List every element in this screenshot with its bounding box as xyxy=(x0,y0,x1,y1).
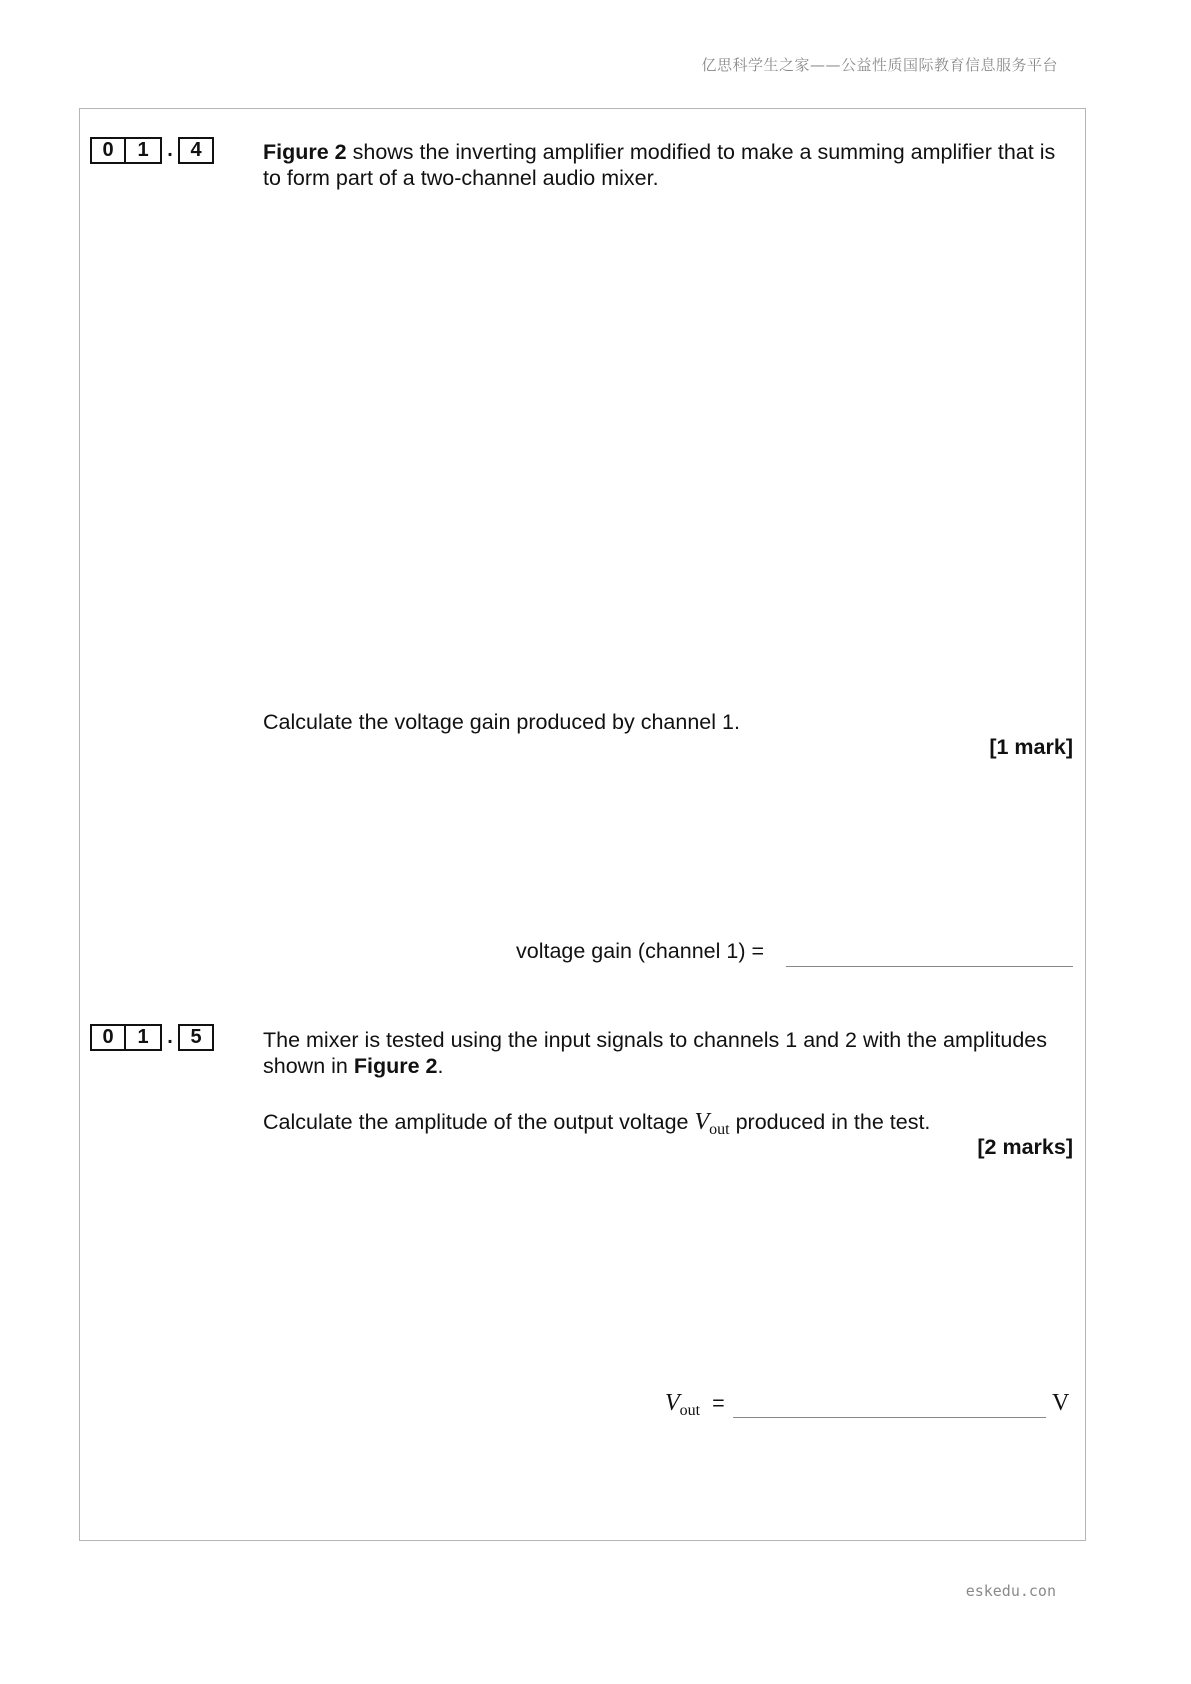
vout-symbol: V xyxy=(665,1390,680,1416)
q015-marks: [2 marks] xyxy=(977,1135,1073,1159)
question-number-digit: 1 xyxy=(126,137,162,164)
footer-site: eskedu.con xyxy=(965,1582,1056,1600)
question-number-01-4 xyxy=(90,137,214,164)
question-number-digit: 5 xyxy=(178,1024,214,1051)
header-watermark: 亿思科学生之家——公益性质国际教育信息服务平台 xyxy=(701,56,1058,74)
q015-instruction-text-end: produced in the test. xyxy=(729,1110,931,1134)
vout-subscript: out xyxy=(679,1402,701,1419)
q015-intro xyxy=(263,1027,1073,1079)
question-number-digit: 4 xyxy=(178,137,214,164)
figure-reference: Figure 2 xyxy=(263,140,347,164)
q015-instruction xyxy=(263,1109,1073,1143)
q014-answer-line[interactable] xyxy=(786,966,1073,967)
q014-instruction: Calculate the voltage gain produced by channel 1. xyxy=(263,710,740,734)
q015-instruction-text: Calculate the amplitude of the output voltage xyxy=(263,1110,695,1134)
question-number-digit: 1 xyxy=(126,1024,162,1051)
q015-answer-label xyxy=(665,1390,725,1424)
q015-intro-end: . xyxy=(437,1054,444,1078)
q014-intro xyxy=(263,139,1073,191)
question-number-digit: 0 xyxy=(90,137,126,164)
vout-symbol: V xyxy=(694,1109,710,1135)
question-number-dot: . xyxy=(167,1026,173,1048)
q014-marks: [1 mark] xyxy=(989,735,1073,759)
question-number-01-5 xyxy=(90,1024,214,1051)
vout-subscript: out xyxy=(709,1121,730,1138)
unit-volts: V xyxy=(1052,1390,1070,1416)
q014-answer-label: voltage gain (channel 1) = xyxy=(516,939,765,963)
figure-reference: Figure 2 xyxy=(353,1054,438,1078)
question-frame xyxy=(79,108,1086,1541)
question-number-dot: . xyxy=(167,139,173,161)
q015-answer-line[interactable] xyxy=(733,1417,1046,1418)
q014-intro-text: shows the inverting amplifier modified to make a summing amplifier that is to form part of a two-channel audio mixer. xyxy=(263,140,1056,190)
question-number-digit: 0 xyxy=(90,1024,126,1051)
equals-sign: = xyxy=(712,1391,725,1415)
q015-intro-text: The mixer is tested using the input signals to channels 1 and 2 with the amplitudes shown in xyxy=(263,1028,1048,1078)
